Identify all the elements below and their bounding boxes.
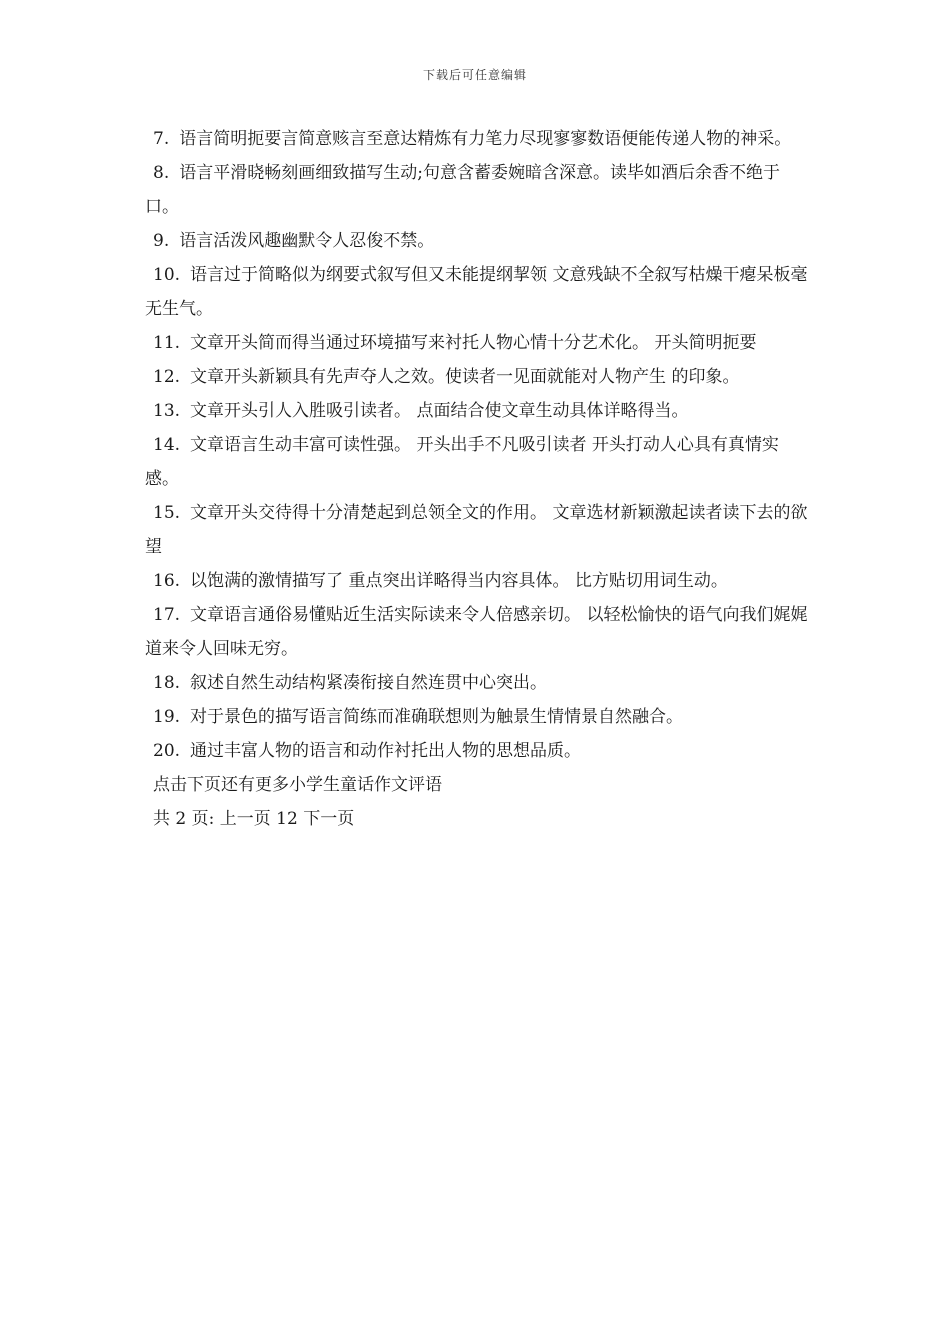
item-number: 16. (153, 571, 181, 591)
more-link[interactable]: 点击下页还有更多小学生童话作文评语 (153, 775, 442, 795)
list-item (145, 564, 810, 598)
item-number: 7. (153, 129, 170, 149)
item-text: 文章开头简而得当通过环境描写来衬托人物心情十分艺术化。 开头简明扼要 (190, 333, 757, 353)
list-item (145, 598, 810, 666)
item-text: 叙述自然生动结构紧凑衔接自然连贯中心突出。 (190, 673, 548, 693)
list-item (145, 156, 810, 224)
list-item (145, 666, 810, 700)
item-number: 19. (153, 707, 181, 727)
list-item (145, 496, 810, 564)
item-text: 文章语言通俗易懂贴近生活实际读来令人倍感亲切。 以轻松愉快的语气向我们娓娓道来令人回味无穷。 (145, 605, 808, 659)
item-text: 文章开头新颖具有先声夺人之效。使读者一见面就能对人物产生 的印象。 (190, 367, 740, 387)
item-text: 文章开头引人入胜吸引读者。 点面结合使文章生动具体详略得当。 (190, 401, 689, 421)
list-item (145, 258, 810, 326)
item-number: 8. (153, 163, 170, 183)
list-item (145, 224, 810, 258)
comments-list (145, 122, 810, 836)
item-number: 9. (153, 231, 170, 251)
item-text: 语言平滑晓畅刻画细致描写生动;句意含蓄委婉暗含深意。读毕如酒后余香不绝于口。 (145, 163, 780, 217)
item-number: 13. (153, 401, 181, 421)
item-text: 语言活泼风趣幽默令人忍俊不禁。 (179, 231, 435, 251)
item-text: 以饱满的激情描写了 重点突出详略得当内容具体。 比方贴切用词生动。 (190, 571, 728, 591)
item-number: 18. (153, 673, 181, 693)
item-text: 语言简明扼要言简意赅言至意达精炼有力笔力尽现寥寥数语便能传递人物的神采。 (179, 129, 792, 149)
list-item (145, 428, 810, 496)
item-number: 11. (153, 333, 181, 353)
item-text: 文章语言生动丰富可读性强。 开头出手不凡吸引读者 开头打动人心具有真情实感。 (145, 435, 779, 489)
list-item (145, 734, 810, 768)
pagination[interactable]: 共 2 页: 上一页 12 下一页 (153, 809, 355, 829)
item-text: 文章开头交待得十分清楚起到总领全文的作用。 文章选材新颖激起读者读下去的欲望 (145, 503, 808, 557)
list-item (145, 394, 810, 428)
item-text: 语言过于简略似为纲要式叙写但又未能提纲挈领 文意残缺不全叙写枯燥干瘪呆板毫无生气。 (145, 265, 808, 319)
page-header: 下载后可任意编辑 (422, 68, 527, 82)
item-number: 12. (153, 367, 181, 387)
item-text: 对于景色的描写语言简练而准确联想则为触景生情情景自然融合。 (190, 707, 684, 727)
list-item (145, 360, 810, 394)
item-number: 14. (153, 435, 181, 455)
list-item (145, 122, 810, 156)
item-number: 10. (153, 265, 181, 285)
list-item (145, 700, 810, 734)
item-number: 17. (153, 605, 181, 625)
item-number: 20. (153, 741, 181, 761)
item-text: 通过丰富人物的语言和动作衬托出人物的思想品质。 (190, 741, 582, 761)
item-number: 15. (153, 503, 181, 523)
list-item (145, 326, 810, 360)
